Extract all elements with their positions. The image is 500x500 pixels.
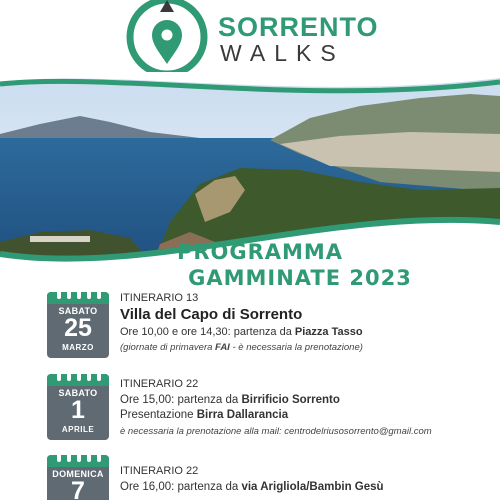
program-title-line1: PROGRAMMA: [176, 240, 344, 264]
brand-name-top: SORRENTO: [218, 12, 379, 42]
itinerary-label: ITINERARIO 22: [120, 378, 199, 390]
event-time-line: Ore 15,00: partenza da Birrificio Sorrento: [120, 394, 340, 406]
program-title-line2: GAMMINATE 2023: [188, 266, 412, 290]
calendar-date: 25: [64, 314, 92, 342]
calendar-month: APRILE: [61, 425, 95, 434]
event-item: [0, 374, 500, 454]
calendar-icon: [47, 374, 109, 440]
calendar-day: SABATO: [58, 388, 98, 398]
event-title: Villa del Capo di Sorrento: [120, 306, 303, 323]
brand-name-bottom: WALKS: [220, 40, 345, 66]
event-item: [0, 455, 500, 500]
event-description: Presentazione Birra Dallarancia: [120, 409, 289, 421]
event-note: è necessaria la prenotazione alla mail: centrodelriusosorrento@gmail.com: [120, 426, 432, 437]
event-note: (giornate di primavera FAI - è necessaria la prenotazione): [120, 342, 363, 353]
map-pin-compass-icon: [124, 0, 210, 80]
header: [0, 0, 500, 78]
itinerary-label: ITINERARIO 22: [120, 465, 199, 477]
calendar-date: 7: [71, 477, 85, 500]
calendar-day: DOMENICA: [52, 469, 104, 479]
calendar-icon: [47, 455, 109, 500]
calendar-day: SABATO: [58, 306, 98, 316]
itinerary-label: ITINERARIO 13: [120, 292, 199, 304]
calendar-date: 1: [71, 396, 85, 424]
event-item: [0, 292, 500, 372]
event-time-line: Ore 10,00 e ore 14,30: partenza da Piazza Tasso: [120, 326, 363, 338]
calendar-icon: [47, 292, 109, 358]
event-time-line: Ore 16,00: partenza da via Arigliola/Bambin Gesù: [120, 481, 384, 493]
calendar-month: MARZO: [62, 343, 94, 352]
